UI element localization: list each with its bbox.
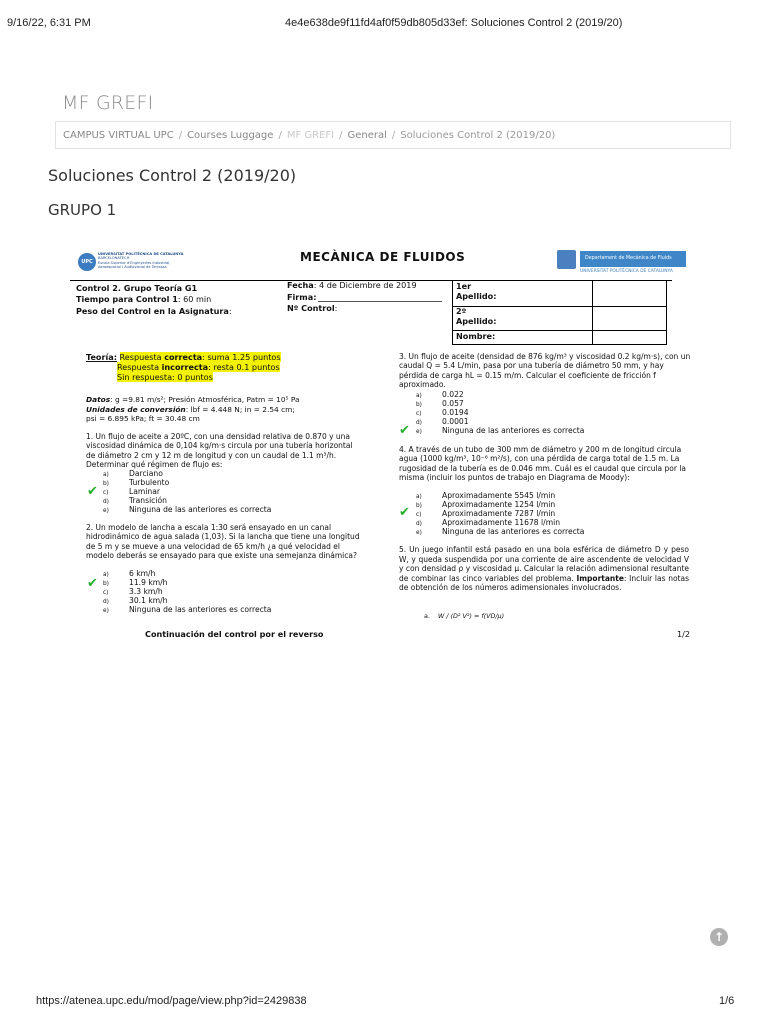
department-name: Departament de Mecànica de Fluids xyxy=(580,251,686,267)
teoria-line-3: Sin respuesta: 0 puntos xyxy=(117,372,213,382)
q2-option-c: c) 3.3 km/h xyxy=(103,587,163,596)
department-logo-icon xyxy=(557,250,576,269)
q2-option-b: b) 11.9 km/h xyxy=(103,578,168,587)
teoria-line-2: Respuesta incorrecta: resta 0.1 puntos xyxy=(117,362,280,372)
question-5-text: 5. Un juego infantil está pasado en una bola esférica de diámetro D y peso W, y queda suspendida por una corriente de aire ascendente de velocidad V y con densidad ρ y viscosidad μ. Calcular la relación adimensional resultante de combinar las cinco variables del problema. Importante: Incluir las notas de obtención de los números adimensionales involucrados. xyxy=(399,545,689,593)
question-2-text: 2. Un modelo de lancha a escala 1:30 será ensayado en un canal hidrodinámico de agua salada (1,03). Si la lancha que tiene una longitud de 5 m y se mueve a una velocidad de 65 km/h ¿a qué velocidad el modelo deberás se ensayado para que existe una semejanza dinámica? xyxy=(86,523,360,561)
datos-line: Datos: g =9.81 m/s²; Presión Atmosférica, Patm = 10⁵ Pa xyxy=(86,395,300,404)
table-border xyxy=(592,280,593,344)
question-1-text: 1. Un flujo de aceite a 20ºC, con una densidad relativa de 0.870 y una viscosidad dinámica de 0,104 kg/m·s circula por una tubería horizontal de diámetro 2 cm y 12 m de longitud y con un caudal de 1.1 m³/h. Determinar qué régimen de flujo es: xyxy=(86,432,353,470)
q3-option-c: c) 0.0194 xyxy=(416,408,469,417)
page-title: Soluciones Control 2 (2019/20) xyxy=(48,166,297,185)
school-logo-text: UNIVERSITAT POLITÈCNICA DE CATALUNYA BARCELONATECH Escola Superior d'Enginyeries Industrial, Aeroespacial i Audiovisual de Terrassa xyxy=(98,252,184,269)
q2-option-a: a) 6 km/h xyxy=(103,569,156,578)
print-datetime: 9/16/22, 6:31 PM xyxy=(7,17,91,29)
print-title: 4e4e638de9f11fd4af0f59db805d33ef: Soluciones Control 2 (2019/20) xyxy=(285,17,623,29)
q1-option-e: e) Ninguna de las anteriores es correcta xyxy=(103,505,272,514)
teoria-line-1: Teoría: Respuesta correcta: suma 1.25 puntos xyxy=(86,352,281,362)
breadcrumb-separator: / xyxy=(278,130,282,141)
exam-continuation-note: Continuación del control por el reverso xyxy=(145,629,324,639)
breadcrumb-current: Soluciones Control 2 (2019/20) xyxy=(400,130,556,141)
breadcrumb-item[interactable]: Courses Luggage xyxy=(187,130,274,141)
q1-option-b: b) Turbulento xyxy=(103,478,170,487)
breadcrumb-item[interactable]: General xyxy=(347,130,387,141)
q1-option-d: d) Transición xyxy=(103,496,167,505)
q4-option-e: e) Ninguna de las anteriores es correcta xyxy=(416,527,585,536)
back-to-top-icon[interactable]: ↑ xyxy=(710,928,728,946)
correct-check-icon: ✔ xyxy=(87,576,98,591)
conversion-line-2: psi = 6.895 kPa; ft = 30.48 cm xyxy=(86,414,200,423)
fecha-label: Fecha: 4 de Diciembre de 2019 xyxy=(287,280,417,290)
breadcrumb-item[interactable]: CAMPUS VIRTUAL UPC xyxy=(63,130,174,141)
q3-option-e: e) Ninguna de las anteriores es correcta xyxy=(416,426,585,435)
upc-logo-icon: UPC xyxy=(78,253,96,271)
first-surname-label: 1er Apellido: xyxy=(456,281,497,301)
question-3-text: 3. Un flujo de aceite (densidad de 876 kg/m³ y viscosidad 0.2 kg/m·s), con un caudal Q = 5.4 L/min, pasa por una tubería de diámetro 50 mm, y hay pérdida de carga hL = 0.15 m/m. Calcular el coeficiente de fricción f aproximado. xyxy=(399,352,691,390)
exam-page-number: 1/2 xyxy=(677,629,691,639)
table-border xyxy=(452,280,453,344)
name-label: Nombre: xyxy=(456,331,496,341)
q4-option-d: d) Aproximadamente 11678 l/min xyxy=(416,518,561,527)
q3-option-d: d) 0.0001 xyxy=(416,417,469,426)
q1-option-c: c) Laminar xyxy=(103,487,160,496)
breadcrumb-separator: / xyxy=(178,130,183,141)
table-border xyxy=(666,280,667,344)
q4-option-a: a) Aproximadamente 5545 l/min xyxy=(416,491,556,500)
q5-option-a: a. W / (D² V²) = f(VD/μ) xyxy=(424,612,505,620)
correct-check-icon: ✔ xyxy=(87,484,98,499)
print-url: https://atenea.upc.edu/mod/page/view.php?id=2429838 xyxy=(36,995,307,1007)
q4-option-b: b) Aproximadamente 1254 l/min xyxy=(416,500,556,509)
breadcrumb xyxy=(55,121,731,149)
q4-option-c: c) Aproximadamente 7287 l/min xyxy=(416,509,556,518)
q1-option-a: a) Darciano xyxy=(103,469,163,478)
time-label: Tiempo para Control 1: 60 min xyxy=(76,294,212,304)
breadcrumb-separator: / xyxy=(391,130,396,141)
breadcrumb-separator: / xyxy=(339,130,343,141)
control-label: Control 2. Grupo Teoría G1 xyxy=(76,283,198,293)
q3-option-b: b) 0.057 xyxy=(416,399,464,408)
q2-option-e: e) Ninguna de las anteriores es correcta xyxy=(103,605,272,614)
q3-option-a: a) 0.022 xyxy=(416,390,464,399)
correct-check-icon: ✔ xyxy=(399,505,410,520)
weight-label: Peso del Control en la Asignatura: xyxy=(76,306,232,316)
exam-title: MECÀNICA DE FLUIDOS xyxy=(300,250,466,264)
breadcrumb-item[interactable]: MF GREFI xyxy=(286,130,335,141)
control-number-label: Nº Control: xyxy=(287,303,338,313)
second-surname-label: 2º Apellido: xyxy=(456,306,497,326)
question-4-text: 4. A través de un tubo de 300 mm de diámetro y 200 m de longitud circula agua (1000 kg/m³, 10⁻⁶ m²/s), con una pérdida de carga total de 1.5 m. La rugosidad de la tubería es de 0.046 mm. Cuál es el caudal que circula por la misma (incluir los puntos de trabajo en Diagrama de Moody): xyxy=(399,445,687,483)
q2-option-d: d) 30.1 km/h xyxy=(103,596,168,605)
department-university: UNIVERSITAT POLITÈCNICA DE CATALUNYA xyxy=(580,269,673,274)
firma-line xyxy=(318,301,442,302)
correct-check-icon: ✔ xyxy=(399,423,410,438)
table-border xyxy=(452,344,667,345)
print-page-number: 1/6 xyxy=(719,995,735,1007)
course-name[interactable]: MF GREFI xyxy=(62,92,154,114)
group-heading: GRUPO 1 xyxy=(48,201,117,219)
firma-label: Firma: xyxy=(287,292,317,302)
conversion-line: Unidades de conversión: lbf = 4.448 N; in = 2.54 cm; xyxy=(86,405,295,414)
